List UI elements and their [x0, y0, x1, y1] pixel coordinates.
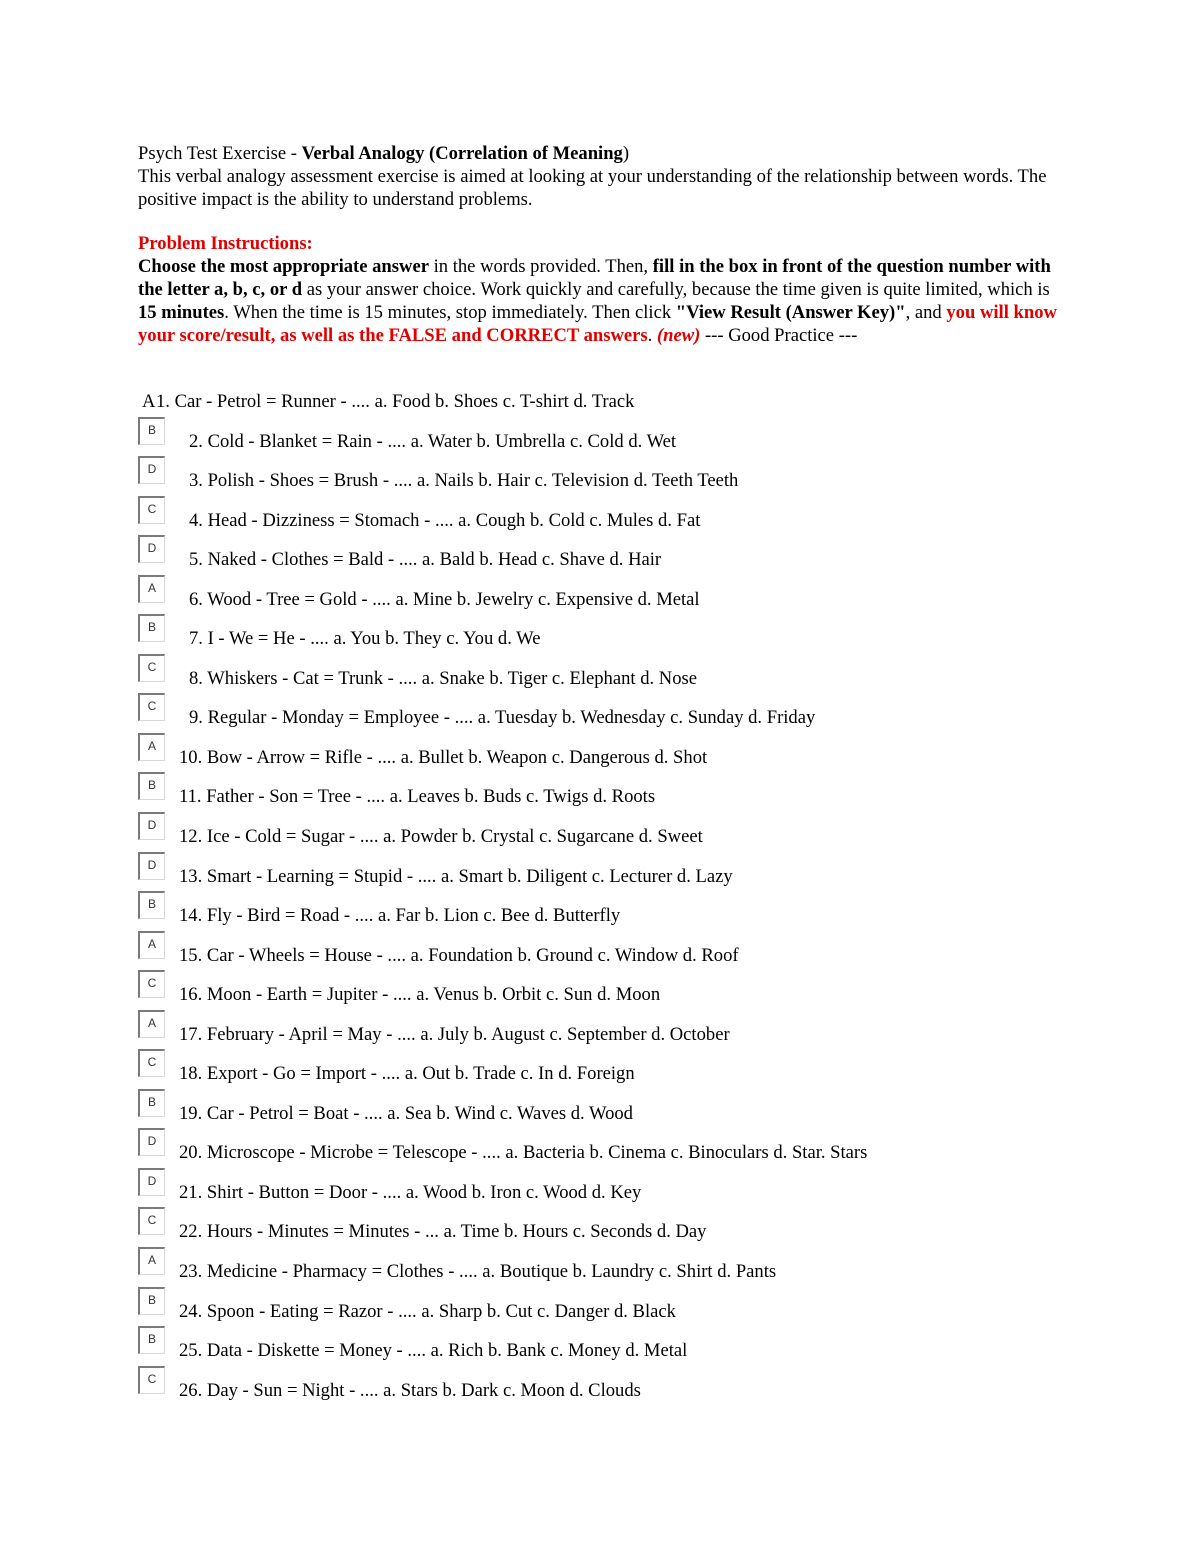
question-text: 11. Father - Son = Tree - .... a. Leaves b. Buds c. Twigs d. Roots — [179, 786, 656, 808]
answer-box[interactable]: D — [138, 456, 165, 484]
question-text: 7. I - We = He - .... a. You b. They c. You d. We — [189, 628, 541, 650]
question-item — [138, 818, 1068, 863]
question-text: 16. Moon - Earth = Jupiter - .... a. Venus b. Orbit c. Sun d. Moon — [179, 984, 661, 1006]
document-body — [138, 142, 1068, 347]
question-text: 22. Hours - Minutes = Minutes - ... a. Time b. Hours c. Seconds d. Day — [179, 1221, 707, 1243]
question-text: 23. Medicine - Pharmacy = Clothes - .... a. Boutique b. Laundry c. Shirt d. Pants — [179, 1261, 777, 1283]
question-item — [138, 1371, 1068, 1417]
instr-text-8: , and — [905, 302, 947, 323]
question-text: 9. Regular - Monday = Employee - .... a. Tuesday b. Wednesday c. Sunday d. Friday — [189, 707, 816, 729]
answer-box[interactable]: A — [138, 733, 165, 761]
question-item — [138, 501, 1068, 547]
instr-bold-3: fill in the box in front of the question number with the letter a, b, c, or d — [138, 256, 1051, 300]
question-text: 6. Wood - Tree = Gold - .... a. Mine b. Jewelry c. Expensive d. Metal — [189, 588, 700, 610]
question-item — [138, 699, 1068, 744]
question-text: 21. Shirt - Button = Door - .... a. Wood b. Iron c. Wood d. Key — [179, 1181, 642, 1203]
answer-box[interactable]: C — [138, 693, 165, 721]
instr-bold-5: 15 minutes — [138, 302, 225, 323]
question-item — [138, 1253, 1068, 1298]
question-item — [138, 778, 1068, 823]
answer-box[interactable]: D — [138, 852, 165, 880]
answer-box[interactable]: B — [138, 417, 165, 445]
title-prefix: Psych Test Exercise - — [138, 143, 302, 164]
question-item — [138, 1173, 1068, 1219]
answer-box[interactable]: D — [138, 1168, 165, 1196]
instr-text-6: . When the time is 15 minutes, stop immediately. Then click — [224, 302, 676, 323]
question-item — [138, 462, 1068, 507]
question-item — [138, 976, 1068, 1021]
intro-text: This verbal analogy assessment exercise is aimed at looking at your understanding of the relationship between words. The positive impact is the ability to understand problems. — [138, 166, 1047, 210]
answer-box[interactable]: A — [138, 931, 165, 959]
question-item — [138, 580, 1068, 626]
question-item — [138, 422, 1068, 468]
answer-box[interactable]: C — [138, 496, 165, 524]
question-text: 12. Ice - Cold = Sugar - .... a. Powder b. Crystal c. Sugarcane d. Sweet — [179, 826, 703, 848]
question-item — [138, 541, 1068, 586]
answer-box[interactable]: A — [138, 1010, 165, 1038]
instr-text-12: --- Good Practice --- — [700, 325, 858, 346]
question-item — [138, 1292, 1068, 1338]
answer-box[interactable]: C — [138, 1049, 165, 1077]
question-text: 5. Naked - Clothes = Bald - .... a. Bald b. Head c. Shave d. Hair — [189, 549, 662, 571]
question-text: 8. Whiskers - Cat = Trunk - .... a. Snake b. Tiger c. Elephant d. Nose — [189, 667, 698, 689]
question-item — [138, 1094, 1068, 1140]
question-text: 1. Car - Petrol = Runner - .... a. Food b. Shoes c. T-shirt d. Track — [156, 391, 635, 412]
title-bold: Verbal Analogy (Correlation of Meaning — [301, 143, 623, 164]
question-item — [138, 738, 1068, 784]
question-text: 17. February - April = May - .... a. July b. August c. September d. October — [179, 1023, 730, 1045]
question-item — [138, 1015, 1068, 1061]
title-suffix: ) — [622, 143, 630, 164]
question-item — [138, 620, 1068, 665]
instructions-heading: Problem Instructions: — [138, 233, 313, 254]
instructions-text — [138, 255, 1068, 347]
question-text: 26. Day - Sun = Night - .... a. Stars b. Dark c. Moon d. Clouds — [179, 1379, 641, 1401]
answer-box[interactable]: C — [138, 970, 165, 998]
question-text: 24. Spoon - Eating = Razor - .... a. Sharp b. Cut c. Danger d. Black — [179, 1300, 676, 1322]
answer-box[interactable]: B — [138, 614, 165, 642]
answer-box[interactable]: D — [138, 1128, 165, 1156]
page-title — [138, 142, 1068, 165]
answer-box[interactable]: C — [138, 1366, 165, 1394]
question-text: 3. Polish - Shoes = Brush - .... a. Nails b. Hair c. Television d. Teeth Teeth — [189, 470, 739, 492]
instr-red-9: you will know your score/result, as well as the FALSE and CORRECT answers — [138, 302, 1057, 346]
question-item — [138, 1332, 1068, 1377]
question-item — [138, 388, 1068, 428]
question-item — [138, 897, 1068, 942]
instr-text-10: . — [647, 325, 657, 346]
question-text: 13. Smart - Learning = Stupid - .... a. Smart b. Diligent c. Lecturer d. Lazy — [179, 865, 733, 887]
question-text: 20. Microscope - Microbe = Telescope - .... a. Bacteria b. Cinema c. Binoculars d. Star. Stars — [179, 1142, 868, 1164]
question-text: 19. Car - Petrol = Boat - .... a. Sea b. Wind c. Waves d. Wood — [179, 1102, 633, 1124]
question-text: 18. Export - Go = Import - .... a. Out b. Trade c. In d. Foreign — [179, 1063, 635, 1085]
question-item — [138, 857, 1068, 903]
question-item — [138, 659, 1068, 705]
question-item — [138, 936, 1068, 982]
answer-box[interactable]: A — [138, 575, 165, 603]
question-item — [138, 1134, 1068, 1179]
question-text: 10. Bow - Arrow = Rifle - .... a. Bullet b. Weapon c. Dangerous d. Shot — [179, 746, 708, 768]
answer-box[interactable]: D — [138, 812, 165, 840]
answer-prefix: A — [142, 391, 156, 412]
new-badge: (new) — [656, 325, 701, 346]
question-text: 14. Fly - Bird = Road - .... a. Far b. Lion c. Bee d. Butterfly — [179, 905, 621, 927]
question-text: 4. Head - Dizziness = Stomach - .... a. Cough b. Cold c. Mules d. Fat — [189, 509, 701, 531]
answer-box[interactable]: B — [138, 891, 165, 919]
answer-box[interactable]: B — [138, 772, 165, 800]
answer-box[interactable]: D — [138, 535, 165, 563]
instr-text-2: in the words provided. Then, — [428, 256, 653, 277]
answer-box[interactable]: C — [138, 1207, 165, 1235]
view-result-link-text: "View Result (Answer Key)" — [675, 302, 906, 323]
question-text: 2. Cold - Blanket = Rain - .... a. Water b. Umbrella c. Cold d. Wet — [189, 430, 677, 452]
answer-box[interactable]: A — [138, 1247, 165, 1275]
question-text: 15. Car - Wheels = House - .... a. Foundation b. Ground c. Window d. Roof — [179, 944, 739, 966]
question-item — [138, 1055, 1068, 1100]
answer-box[interactable]: B — [138, 1287, 165, 1315]
answer-box[interactable]: B — [138, 1326, 165, 1354]
question-item — [138, 1213, 1068, 1258]
answer-box[interactable]: B — [138, 1089, 165, 1117]
question-text: 25. Data - Diskette = Money - .... a. Rich b. Bank c. Money d. Metal — [179, 1340, 688, 1362]
instr-bold-1: Choose the most appropriate answer — [138, 256, 429, 277]
answer-box[interactable]: C — [138, 654, 165, 682]
question-list — [138, 388, 1068, 1416]
instr-text-4: as your answer choice. Work quickly and carefully, because the time given is quite limited, which is — [302, 279, 1050, 300]
